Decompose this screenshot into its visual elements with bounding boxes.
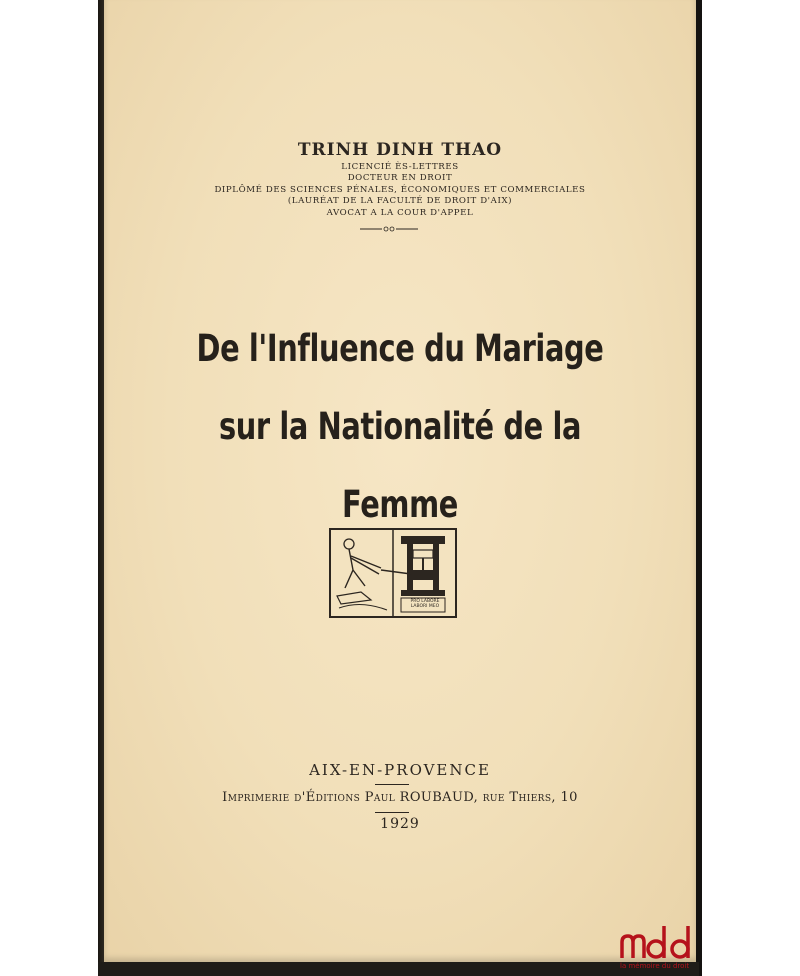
title-page bbox=[104, 0, 699, 962]
credit-line: AVOCAT A LA COUR D'APPEL bbox=[326, 207, 474, 218]
credit-line: DOCTEUR EN DROIT bbox=[347, 173, 453, 184]
publication-place: AIX-EN-PROVENCE bbox=[309, 761, 491, 779]
printer-line: Imprimerie d'Éditions Paul ROUBAUD, rue Thiers, 10 bbox=[222, 790, 578, 805]
mdd-tagline: la mémoire du droit bbox=[620, 962, 690, 970]
author-name: TRINH DINH THAO bbox=[297, 140, 503, 160]
credit-line: DIPLÔMÉ DES SCIENCES PÉNALES, ÉCONOMIQUES ET COMMERCIALES bbox=[214, 184, 586, 195]
credit-line: LICENCIÉ ÈS-LETTRES bbox=[341, 162, 459, 172]
left-margin bbox=[0, 0, 103, 976]
divider-rule bbox=[375, 784, 409, 785]
publication-year: 1929 bbox=[380, 816, 420, 832]
author-credits bbox=[104, 162, 696, 219]
book-title bbox=[169, 310, 631, 544]
mdd-logo-mark bbox=[620, 922, 696, 960]
title-line: De l'Influence du Mariage bbox=[196, 327, 604, 370]
printer-mark bbox=[329, 528, 457, 618]
mdd-logo bbox=[620, 922, 700, 972]
book-bottom-edge bbox=[98, 962, 699, 976]
printer-mark-motto: PRO LABORE LABORI MEO bbox=[410, 599, 440, 609]
book-right-edge bbox=[696, 0, 702, 976]
credit-line: (LAURÉAT DE LA FACULTÉ DE DROIT D'AIX) bbox=[287, 196, 513, 207]
title-line: sur la Nationalité de la Femme bbox=[218, 405, 582, 526]
ornament-divider bbox=[360, 226, 418, 232]
divider-rule bbox=[375, 812, 409, 813]
